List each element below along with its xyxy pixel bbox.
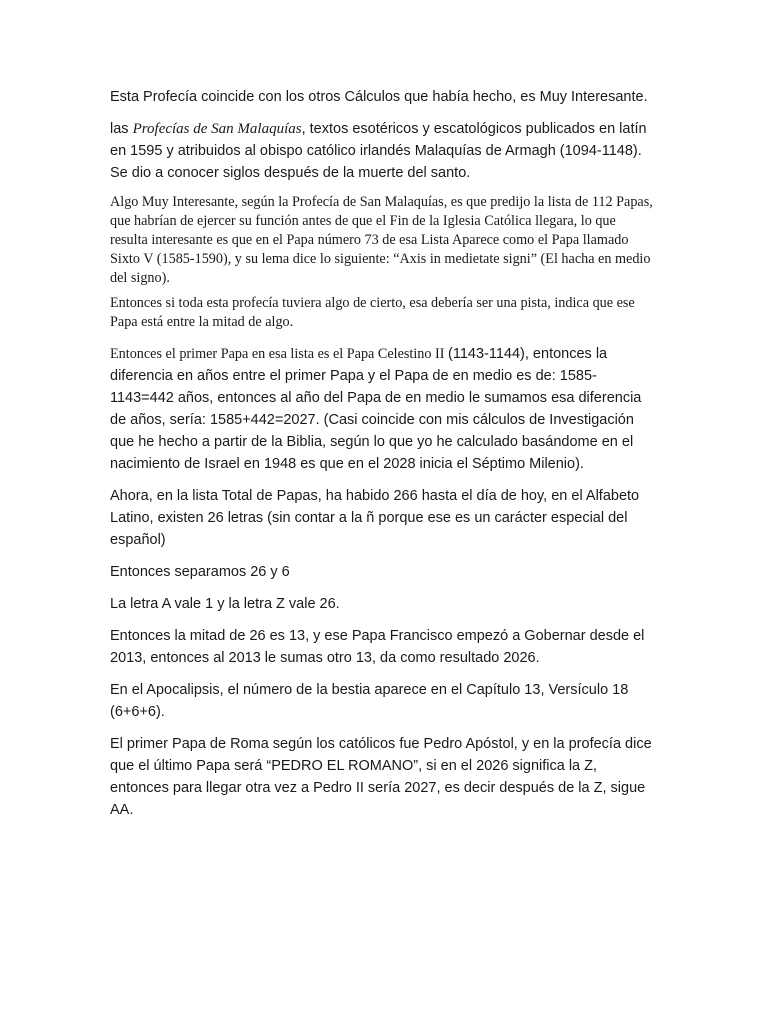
paragraph-pedro-romano: El primer Papa de Roma según los católicos fue Pedro Apóstol, y en la profecía dice que el último Papa será “PEDRO EL ROMANO”, si en el 2026 significa la Z, entonces para llegar otra vez a Pedro II sería 2027, es decir después de la Z, sigue AA. [110,736,652,818]
profecias-title-italic: Profecías de San Malaquías [132,121,302,137]
document-page [110,86,655,821]
paragraph-text-serif: Entonces el primer Papa en esa lista es el Papa Celestino II [110,346,449,362]
paragraph-text: (1094-1148). Se dio a conocer siglos después de la muerte del santo. [110,143,642,181]
paragraph-celestino [110,343,655,475]
malaquias-name: Malaquías de Armagh [414,143,556,159]
paragraph-text: , textos esotéricos y escatológicos publicados en latín en 1595 y atribuidos al obispo católico irlandés [110,121,647,159]
paragraph-intro: Esta Profecía coincide con los otros Cálculos que había hecho, es Muy Interesante. [110,89,648,105]
paragraph-text-sans: (1143-1144), entonces la diferencia en años entre el primer Papa y el Papa de en medio es de: 1585-1143=442 años, entonces al año del Papa de en medio le sumamos esa diferencia de años, sería: 1585+442=2027. (Casi coincide con mis cálculos de Investigación que he hecho a partir de la Biblia, según lo que yo he calculado basándome en el nacimiento de Israel en 1948 es que en el 2028 inicia el Séptimo Milenio). [110,346,642,472]
paragraph-lista-papas: Ahora, en la lista Total de Papas, ha habido 266 hasta el día de hoy, en el Alfabeto Latino, existen 26 letras (sin contar a la ñ porque ese es un carácter especial del español) [110,488,640,548]
paragraph-malaquias-profecias [110,118,655,184]
paragraph-112-papas: Algo Muy Interesante, según la Profecía de San Malaquías, es que predijo la lista de 112 Papas, que habrían de ejercer su función antes de que el Fin de la Iglesia Católica llegara, lo que resulta interesante es que en el Papa número 73 de esa Lista Aparece como el Papa llamado Sixto V (1585-1590), y su lema dice lo siguiente: “Axis in medietate signi” (El hacha en medio del signo). [110,194,653,286]
paragraph-francisco: Entonces la mitad de 26 es 13, y ese Papa Francisco empezó a Gobernar desde el 2013, entonces al 2013 le sumas otro 13, da como resultado 2026. [110,628,645,666]
paragraph-apocalipsis: En el Apocalipsis, el número de la bestia aparece en el Capítulo 13, Versículo 18 (6+6+6). [110,682,629,720]
paragraph-pista: Entonces si toda esta profecía tuviera algo de cierto, esa debería ser una pista, indica que ese Papa está entre la mitad de algo. [110,295,635,330]
paragraph-letras: La letra A vale 1 y la letra Z vale 26. [110,596,340,612]
paragraph-separamos: Entonces separamos 26 y 6 [110,564,290,580]
paragraph-text: las [110,121,133,137]
